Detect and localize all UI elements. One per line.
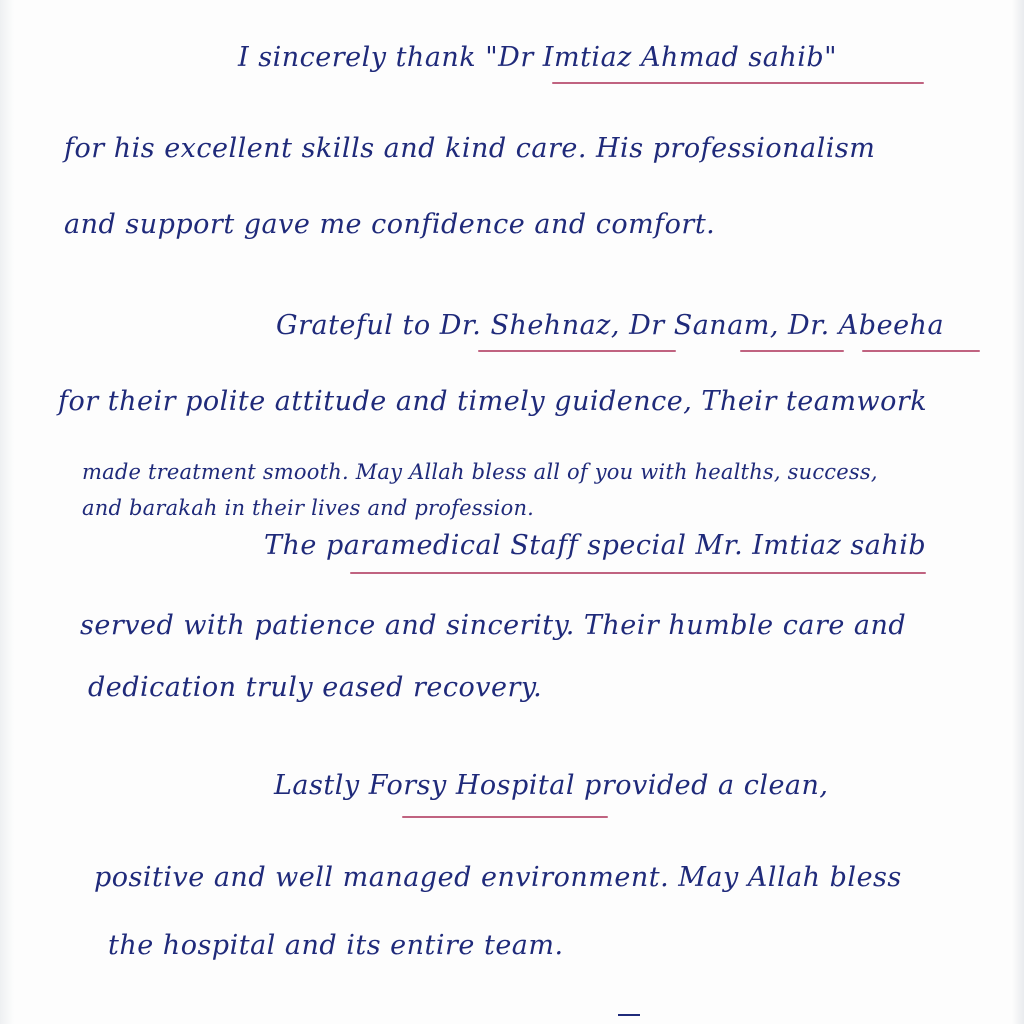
letter-line: I sincerely thank "Dr Imtiaz Ahmad sahib"	[238, 42, 838, 73]
letter-line: and barakah in their lives and profession.	[82, 496, 535, 520]
paper-edge-right	[1012, 0, 1024, 1024]
signature-stroke	[618, 1014, 640, 1016]
underline-mark	[350, 572, 926, 574]
underline-mark	[402, 816, 608, 818]
underline-mark	[552, 82, 924, 84]
paper-edge-left	[0, 0, 14, 1024]
letter-line: Grateful to Dr. Shehnaz, Dr Sanam, Dr. Abeeha	[276, 310, 945, 341]
underline-mark	[478, 350, 676, 352]
letter-line: and support gave me confidence and comfort.	[64, 209, 716, 240]
letter-line: made treatment smooth. May Allah bless all of you with healths, success,	[82, 460, 878, 484]
letter-line: the hospital and its entire team.	[108, 930, 564, 961]
letter-line: Lastly Forsy Hospital provided a clean,	[274, 770, 829, 801]
letter-line: dedication truly eased recovery.	[88, 672, 543, 703]
letter-line: for their polite attitude and timely guidence, Their teamwork	[58, 386, 928, 417]
letter-line: The paramedical Staff special Mr. Imtiaz sahib	[264, 530, 927, 561]
underline-mark	[862, 350, 980, 352]
letter-line: served with patience and sincerity. Their humble care and	[80, 610, 907, 641]
underline-mark	[740, 350, 844, 352]
letter-line: for his excellent skills and kind care. His professionalism	[64, 133, 876, 164]
letter-line: positive and well managed environment. May Allah bless	[94, 862, 902, 893]
